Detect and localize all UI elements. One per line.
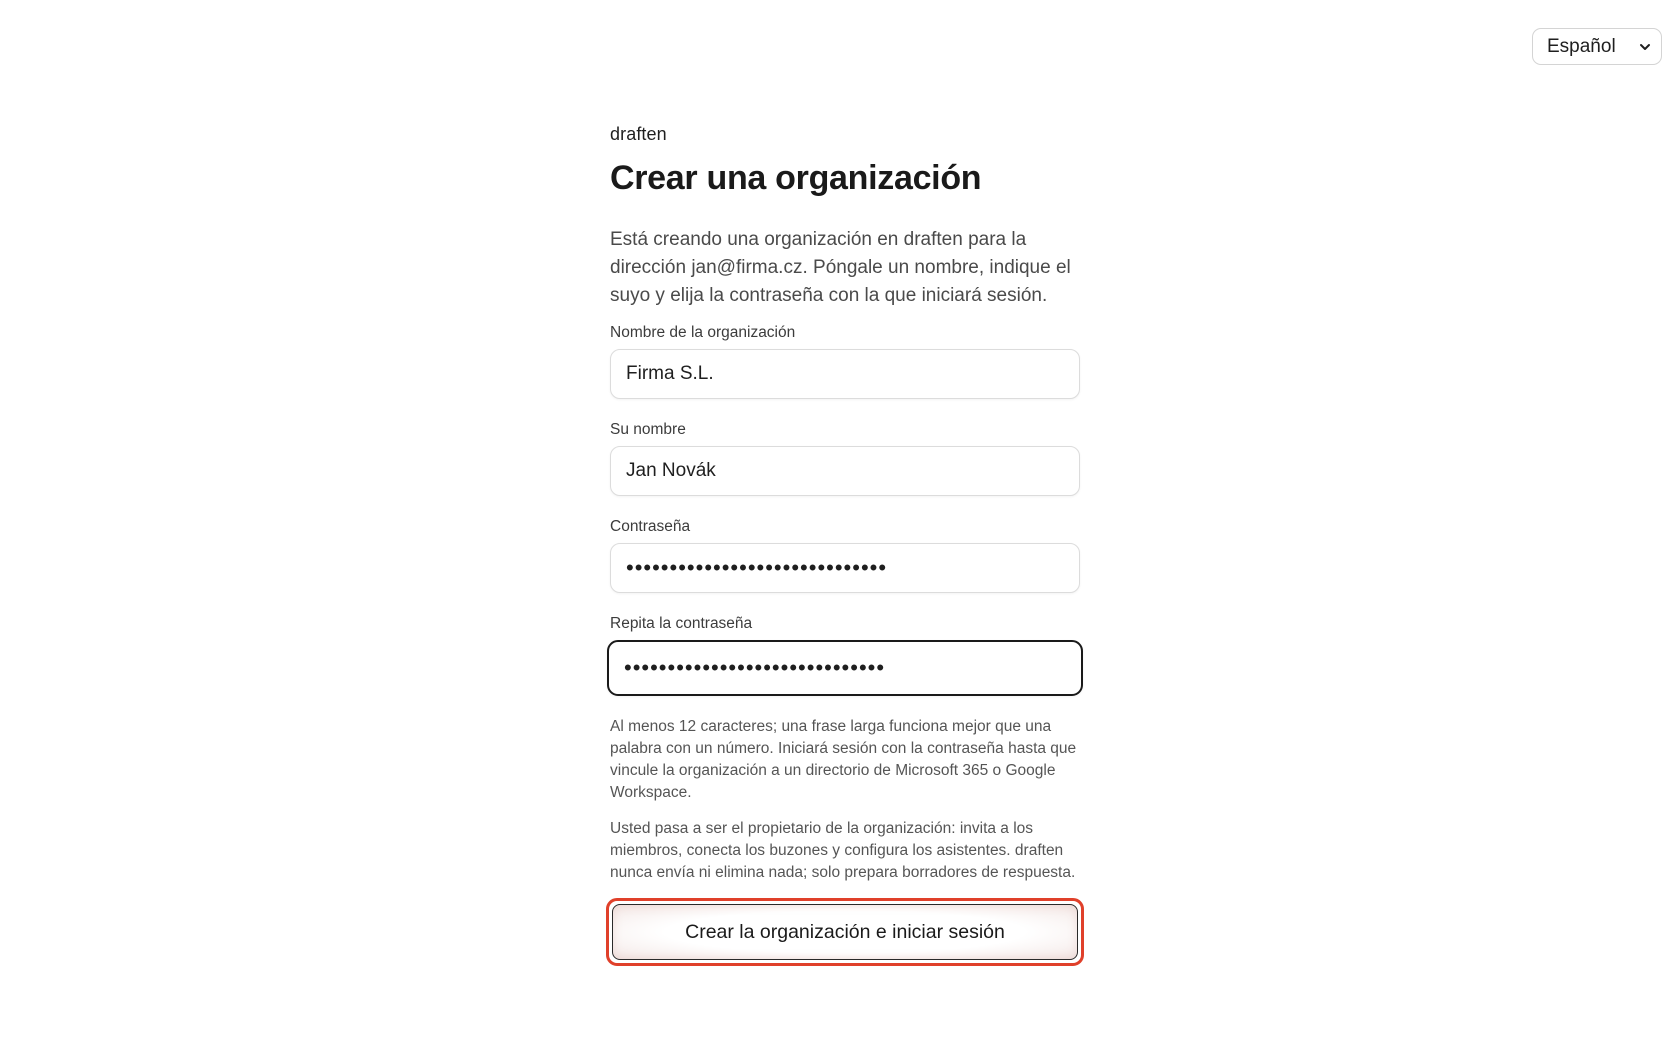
org-name-input[interactable] xyxy=(610,349,1080,399)
create-organization-button[interactable]: Crear la organización e iniciar sesión xyxy=(612,904,1078,960)
owner-help-text: Usted pasa a ser el propietario de la organización: invita a los miembros, conecta los buzones y configura los asistentes. draften nunca envía ni elimina nada; solo prepara borradores de respuesta. xyxy=(610,820,1076,881)
password-input[interactable] xyxy=(610,543,1080,593)
org-name-label: Nombre de la organización xyxy=(610,324,796,341)
password-help-text: Al menos 12 caracteres; una frase larga funciona mejor que una palabra con un número. Iniciará sesión con la contraseña hasta que vincule la organización a un directorio de Microsoft 365 o Google Workspace. xyxy=(610,718,1077,801)
your-name-label: Su nombre xyxy=(610,421,686,438)
chevron-down-icon xyxy=(1639,41,1651,53)
submit-highlight xyxy=(606,898,1084,966)
page-title: Crear una organización xyxy=(610,159,982,197)
language-select-value: Español xyxy=(1547,35,1616,57)
your-name-input[interactable] xyxy=(610,446,1080,496)
intro-text: Está creando una organización en draften para la dirección jan@firma.cz. Póngale un nombre, indique el suyo y elija la contraseña con la que iniciará sesión. xyxy=(610,229,1071,306)
password-label: Contraseña xyxy=(610,518,691,535)
signup-form-container xyxy=(610,124,1080,966)
brand-name: draften xyxy=(610,124,667,144)
password-repeat-input[interactable] xyxy=(607,640,1083,696)
language-select[interactable] xyxy=(1532,28,1662,65)
password-repeat-label: Repita la contraseña xyxy=(610,615,753,632)
